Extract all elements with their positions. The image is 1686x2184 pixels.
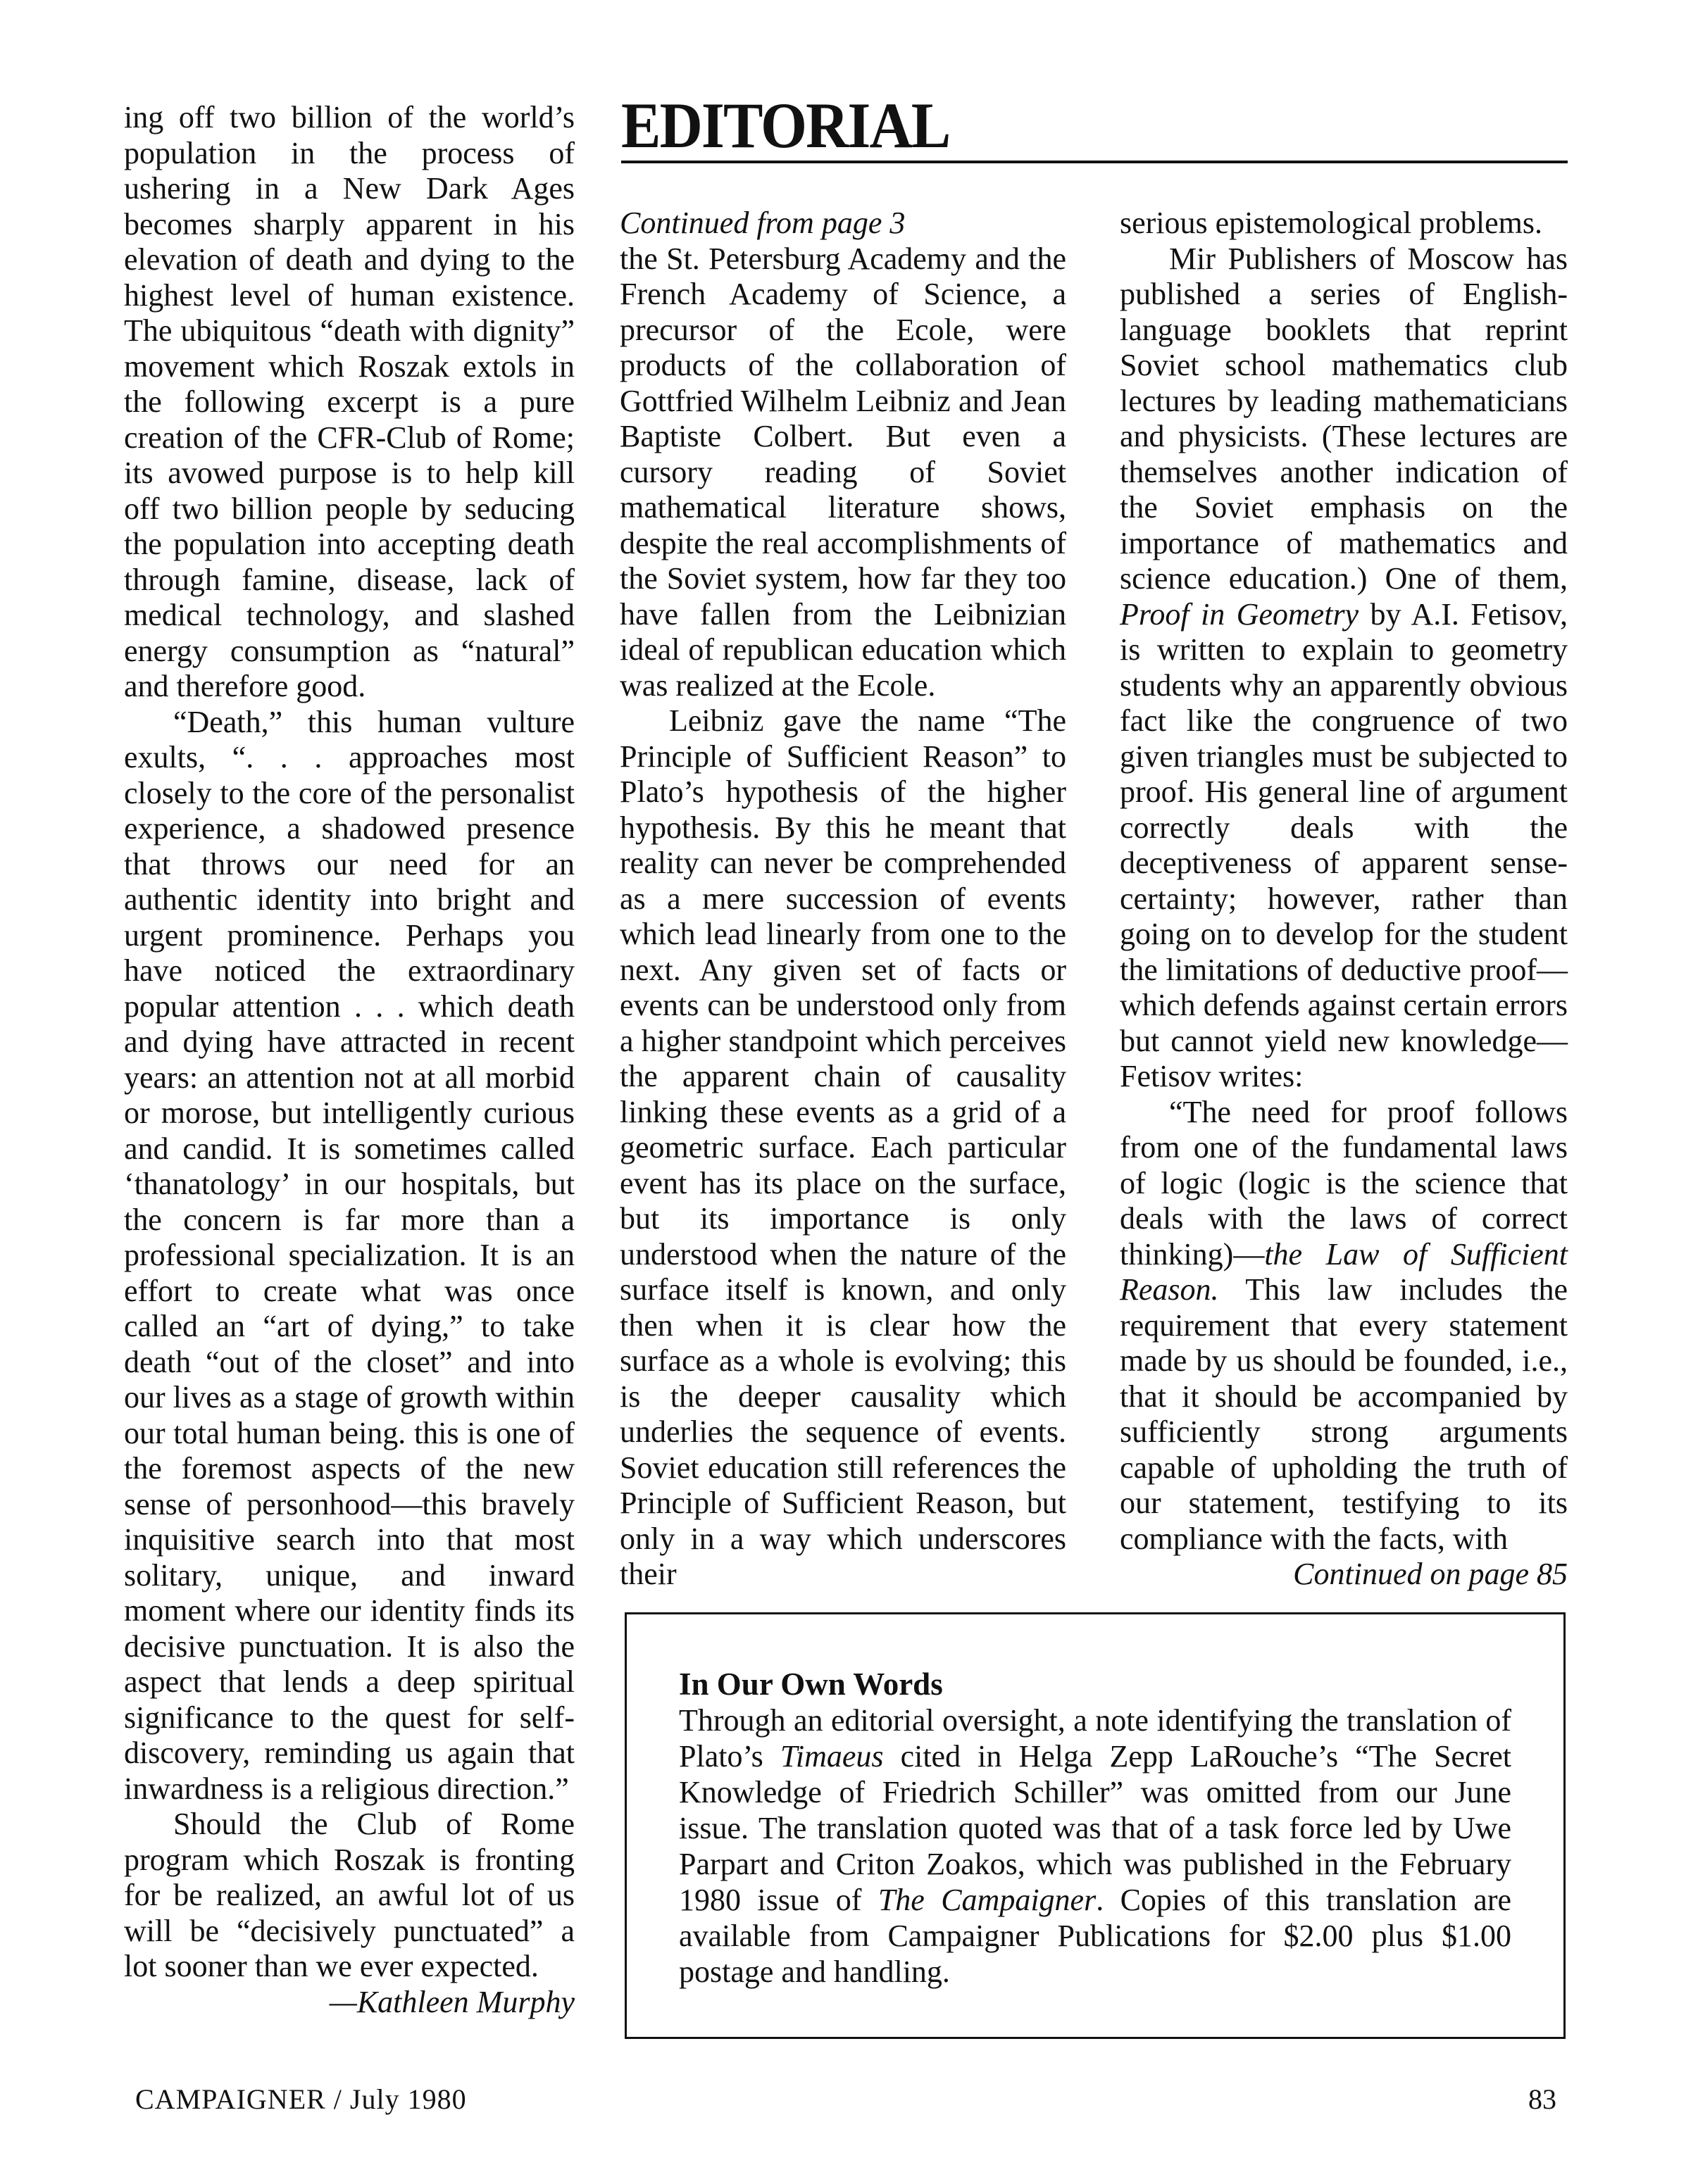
notice-text-b: cited in Helga Zepp LaRouche’s “The Secret Knowledge of Friedrich Schiller” was omitted from our June issue. The translation quoted was that of a task force led by Uwe Parpart and Criton Zoakos, which was published in the February 1980 issue of: [679, 1739, 1512, 1917]
middle-paragraph-1: the St. Petersburg Academy and the French Academy of Science, a precursor of the Ecole, were products of the collaboration of Gottfried Wilhelm Leibniz and Jean Baptiste Colbert. But even a cursory reading of Soviet mathematical literature shows, despite the real accomplishments of the Soviet system, how far they too have fallen from the Leibnizian ideal of republican education which was realized at the Ecole.: [620, 241, 1066, 703]
left-paragraph-2: “Death,” this human vulture exults, “. . . approaches most closely to the core of the personalist experience, a shadowed presence that throws our need for an authentic identity into bright and urgent prominence. Perhaps you have noticed the extraordinary popular attention . . . which death and dying have attracted in recent years: an attention not at all morbid or morose, but intelligently curious and candid. It is sometimes called ‘thanatology’ in our hospitals, but the concern is far more than a professional specialization. It is an effort to create what was once called an “art of dying,” to take death “out of the closet” and into our lives as a stage of growth within our total human being. this is one of the foremost aspects of the new sense of personhood—this bravely inquisitive search into that most solitary, unique, and inward moment where our identity finds its decisive punctuation. It is also the aspect that lends a deep spiritual significance to the quest for self-discovery, reminding us again that inwardness is a religious direction.”: [124, 704, 575, 1806]
left-column: [124, 100, 575, 2020]
editorial-header: [621, 90, 1568, 163]
notice-text-c: . Copies of this translation are available from Campaigner Publications for $2.00 plus $1.00 postage and handling.: [679, 1883, 1512, 1989]
campaigner-title: The Campaigner: [878, 1883, 1097, 1917]
author-signature: —Kathleen Murphy: [329, 1984, 575, 2019]
middle-column: [620, 206, 1066, 1593]
law-name: the Law of Sufficient Reason.: [1120, 1236, 1568, 1307]
right-paragraph-2-text-a: Mir Publishers of Moscow has published a series of English-language booklets that reprint Soviet school mathematics club lectures by leading mathematicians and physicists. (These lectures are themselves another indication of the Soviet emphasis on the importance of mathematics and science education.) One of them,: [1120, 241, 1568, 596]
notice-content: [679, 1667, 1511, 1990]
middle-paragraph-2: Leibniz gave the name “The Principle of Sufficient Reason” to Plato’s hypothesis of the higher hypothesis. By this he meant that reality can never be comprehended as a mere succession of events which lead linearly from one to the next. Any given set of facts or events can be understood only from a higher standpoint which perceives the apparent chain of causality linking these events as a grid of a geometric surface. Each particular event has its place on the surface, but its importance is only understood when the nature of the surface itself is known, and only then when it is clear how the surface as a whole is evolving; this is the deeper causality which underlies the sequence of events. Soviet education still references the Principle of Sufficient Reason, but only in a way which underscores their: [620, 703, 1066, 1591]
publication-footer: CAMPAIGNER / July 1980: [135, 2083, 467, 2115]
book-title: Proof in Geometry: [1120, 596, 1359, 632]
right-paragraph-2-text-b: by A.I. Fetisov, is written to explain to geometry students why an apparently obvious fact like the congruence of two given triangles must be subjected to proof. His general line of argument correctly deals with the deceptiveness of apparent sense-certainty; however, rather than going on to develop for the student the limitations of deductive proof—which defends against certain errors but cannot yield new knowledge—Fetisov writes:: [1120, 596, 1568, 1093]
right-column: [1120, 206, 1568, 1593]
right-paragraph-3-text-a: “The need for proof follows from one of the fundamental laws of logic (logic is the science that deals with the laws of correct thinking)—: [1120, 1094, 1568, 1272]
section-title: EDITORIAL: [621, 89, 950, 161]
continued-on-note: Continued on page 85: [1293, 1557, 1568, 1591]
notice-box: [625, 1612, 1566, 2039]
notice-text-a: Through an editorial oversight, a note identifying the translation of Plato’s: [679, 1703, 1511, 1774]
notice-paragraph: [679, 1702, 1511, 1990]
notice-body: [679, 1702, 1511, 1990]
right-paragraph-2: [1120, 241, 1568, 1095]
right-paragraph-3-text-b: This law includes the requirement that every statement made by us should be founded, i.e., that it should be accompanied by sufficiently strong arguments capable of upholding the truth of our statement, testifying to its compliance with the facts, with: [1120, 1272, 1568, 1556]
right-paragraph-3: [1120, 1095, 1568, 1557]
continued-from-note: Continued from page 3: [620, 206, 906, 240]
right-paragraph-1: serious epistemological problems.: [1120, 206, 1542, 240]
left-paragraph-1: ing off two billion of the world’s population in the process of ushering in a New Dark Ages becomes sharply apparent in his elevation of death and dying to the highest level of human existence. The ubiquitous “death with dignity” movement which Roszak extols in the following excerpt is a pure creation of the CFR-Club of Rome; its avowed purpose is to help kill off two billion people by seducing the population into accepting death through famine, disease, lack of medical technology, and slashed energy consumption as “natural” and therefore good.: [124, 100, 575, 703]
notice-title: In Our Own Words: [679, 1667, 943, 1702]
left-paragraph-3: Should the Club of Rome program which Roszak is fronting for be realized, an awful lot of us will be “decisively punctuated” a lot sooner than we ever expected.: [124, 1807, 575, 1983]
timaeus-title: Timaeus: [780, 1739, 884, 1774]
page-number: 83: [1528, 2083, 1556, 2115]
